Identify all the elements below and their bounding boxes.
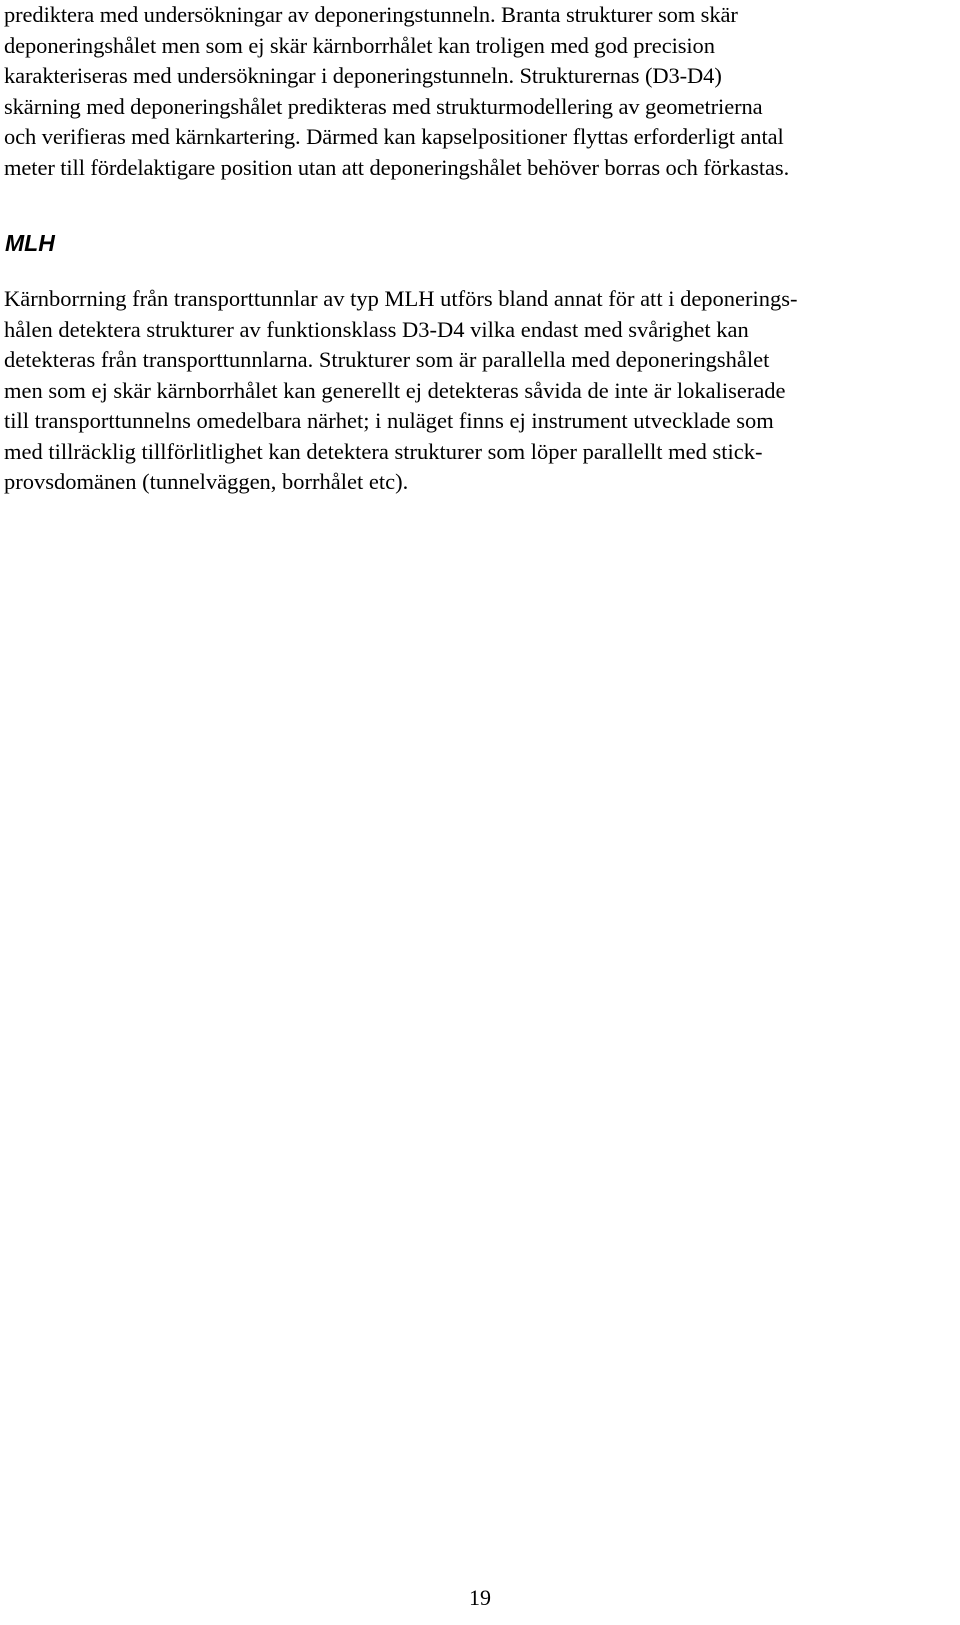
paragraph-line: med tillräcklig tillförlitlighet kan detektera strukturer som löper parallellt med stick- bbox=[4, 438, 763, 464]
paragraph-line: deponeringshålet men som ej skär kärnborrhålet kan troligen med god precision bbox=[4, 32, 715, 58]
paragraph-line: detekteras från transporttunnlarna. Strukturer som är parallella med deponeringshålet bbox=[4, 347, 770, 372]
paragraph-line: men som ej skär kärnborrhålet kan generellt ej detekteras såvida de inte är lokaliserade bbox=[4, 377, 786, 403]
intro-paragraph bbox=[4, 0, 954, 183]
page-number: 19 bbox=[469, 1585, 491, 1610]
paragraph-line: och verifieras med kärnkartering. Därmed kan kapselpositioner flyttas erforderligt antal bbox=[4, 124, 784, 149]
paragraph-line: karakteriseras med undersökningar i deponeringstunneln. Strukturernas (D3-D4) bbox=[4, 63, 722, 88]
section-heading-mlh: MLH bbox=[5, 230, 55, 256]
paragraph-line: Kärnborrning från transporttunnlar av typ MLH utförs bland annat för att i deponerings- bbox=[4, 286, 798, 311]
paragraph-line: hålen detektera strukturer av funktionsklass D3-D4 vilka endast med svårighet kan bbox=[4, 316, 749, 342]
paragraph-line: prediktera med undersökningar av deponeringstunneln. Branta strukturer som skär bbox=[4, 2, 738, 27]
paragraph-line: meter till fördelaktigare position utan att deponeringshålet behöver borras och förkastas. bbox=[4, 154, 790, 180]
paragraph-line: skärning med deponeringshålet predikteras med strukturmodellering av geometrierna bbox=[4, 93, 763, 119]
mlh-paragraph bbox=[4, 284, 954, 498]
paragraph-line: provsdomänen (tunnelväggen, borrhålet etc). bbox=[4, 469, 409, 494]
paragraph-line: till transporttunnelns omedelbara närhet; i nuläget finns ej instrument utvecklade som bbox=[4, 408, 774, 433]
